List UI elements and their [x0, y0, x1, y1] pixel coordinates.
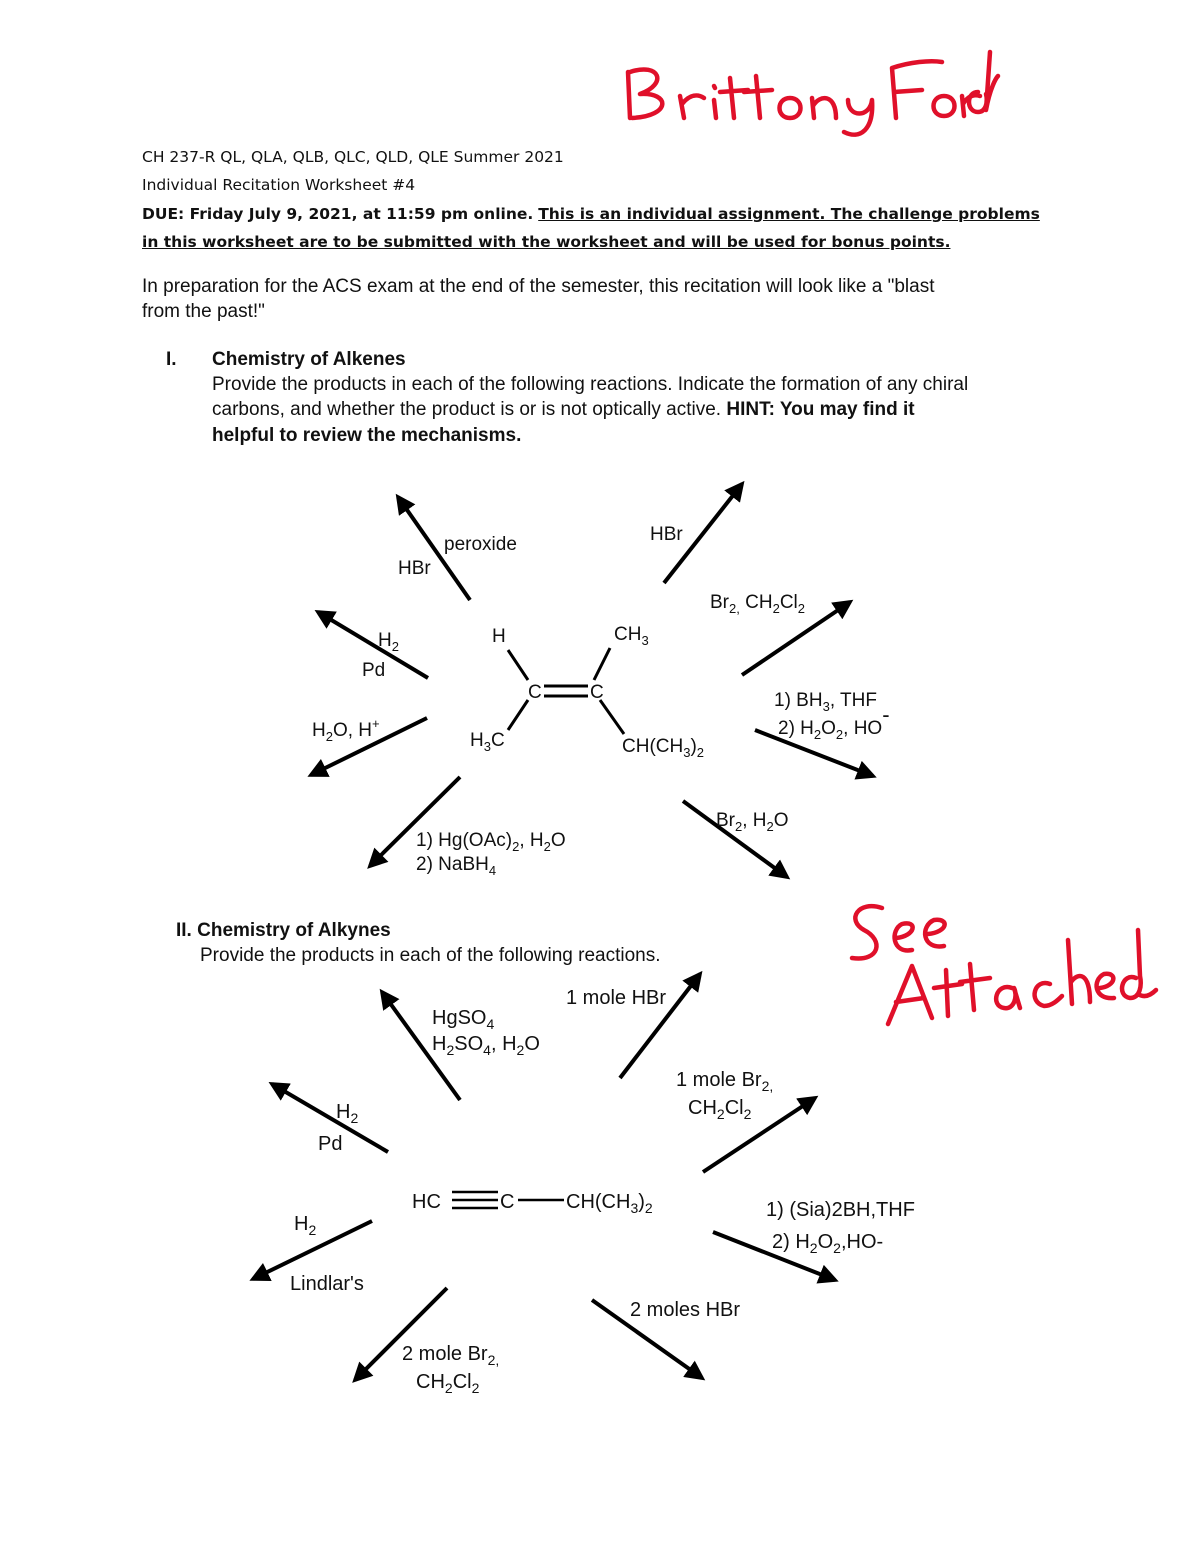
reagent-hbr-top: HBr — [650, 524, 683, 545]
reagent-sia-1: 1) (Sia)2BH,THF — [766, 1199, 915, 1221]
alkene-arrow-oxymercuration — [370, 777, 460, 866]
alkene-arrow-br2-h2o — [683, 801, 787, 877]
reagent-bh3-2: 2) $H_2O_2$, HO- — [778, 702, 890, 742]
reagent-h2-lindlar: $H_2$ — [294, 1213, 317, 1238]
reagent-hg-2: 2) NaBH$_4$ — [416, 854, 497, 878]
reagent-1-mole-br2: 1 mole $Br_{2,}$ — [676, 1069, 774, 1094]
reagent-br2-h2o: $Br_2$, $H_2O$ — [716, 810, 789, 834]
reagent-pd: Pd — [362, 660, 386, 681]
reagent-br2-ch2cl2: $Br_{2,}$ $CH_2Cl_2$ — [710, 592, 805, 616]
alkene-c-left: C — [528, 682, 542, 703]
reagent-peroxide: peroxide — [444, 534, 517, 555]
alkyne-isopropyl: $CH(CH_3)_2$ — [566, 1191, 653, 1216]
alkyne-arrow-2-mole-br2 — [355, 1288, 447, 1380]
section-1-line-1: Provide the products in each of the following reactions. Indicate the formation of any chiral — [212, 374, 969, 395]
section-1-title: Chemistry of Alkenes — [212, 349, 406, 370]
reagent-ch2cl2-a: $CH_2Cl_2$ — [688, 1097, 752, 1122]
reagent-h2o-h: $H_2O$, H+ — [312, 716, 380, 744]
due-date: DUE: Friday July 9, 2021, at 11:59 pm online. — [142, 205, 534, 223]
reagent-2-mole-br2: 2 mole $Br_{2,}$ — [402, 1343, 500, 1368]
reagent-lindlar: Lindlar's — [290, 1273, 364, 1295]
reagent-1-mole-hbr: 1 mole HBr — [566, 987, 667, 1009]
hint-label: HINT: You may find it — [726, 399, 915, 420]
alkene-ch3: $CH_3$ — [614, 624, 649, 648]
section-2-title: II. Chemistry of Alkynes — [176, 920, 391, 941]
intro-line-2: from the past!" — [142, 301, 265, 322]
reagent-h2so4: $H_2SO_4$, $H_2O$ — [432, 1033, 540, 1058]
reagent-hgso4: HgSO$_4$ — [432, 1007, 495, 1032]
worksheet-line: Individual Recitation Worksheet #4 — [142, 176, 416, 194]
alkene-bonds — [508, 648, 624, 734]
alkene-isopropyl: $CH(CH_3)_2$ — [622, 736, 705, 760]
course-line: CH 237-R QL, QLA, QLB, QLC, QLD, QLE Summer 2021 — [142, 148, 564, 166]
alkyne-c: C — [500, 1191, 515, 1213]
alkene-c-right: C — [590, 682, 604, 703]
reagent-h2-pd: $H_2$ — [336, 1101, 359, 1126]
section-2-instruction: Provide the products in each of the following reactions. — [200, 945, 661, 966]
alkyne-hc: HC — [412, 1191, 441, 1213]
reagent-2-moles-hbr: 2 moles HBr — [630, 1299, 741, 1321]
intro-line-1: In preparation for the ACS exam at the end of the semester, this recitation will look like a "blast — [142, 276, 935, 297]
due-note-2: in this worksheet are to be submitted with the worksheet and will be used for bonus points. — [142, 233, 951, 251]
due-note-1: This is an individual assignment. The challenge problems — [538, 205, 1040, 223]
reagent-bh3-1: 1) $BH_3$, THF — [774, 690, 877, 714]
reagent-ch2cl2-b: $CH_2Cl_2$ — [416, 1371, 480, 1396]
section-1-numeral: I. — [166, 349, 177, 370]
alkene-h: H — [492, 626, 506, 647]
alkene-h3c: $H_3C$ — [470, 730, 505, 754]
section-1-line-2a: carbons, and whether the product is or is not optically active. — [212, 399, 722, 420]
reagent-hg-1: 1) $Hg(OAc)_2$, $H_2O$ — [416, 830, 566, 854]
reagent-sia-2: 2) $H_2O_2,HO-$ — [772, 1231, 884, 1256]
reagent-pd-2: Pd — [318, 1133, 343, 1155]
reagent-h2: $H_2$ — [378, 630, 399, 654]
reagent-hbr-left: HBr — [398, 558, 431, 579]
section-1-line-3: helpful to review the mechanisms. — [212, 425, 522, 446]
